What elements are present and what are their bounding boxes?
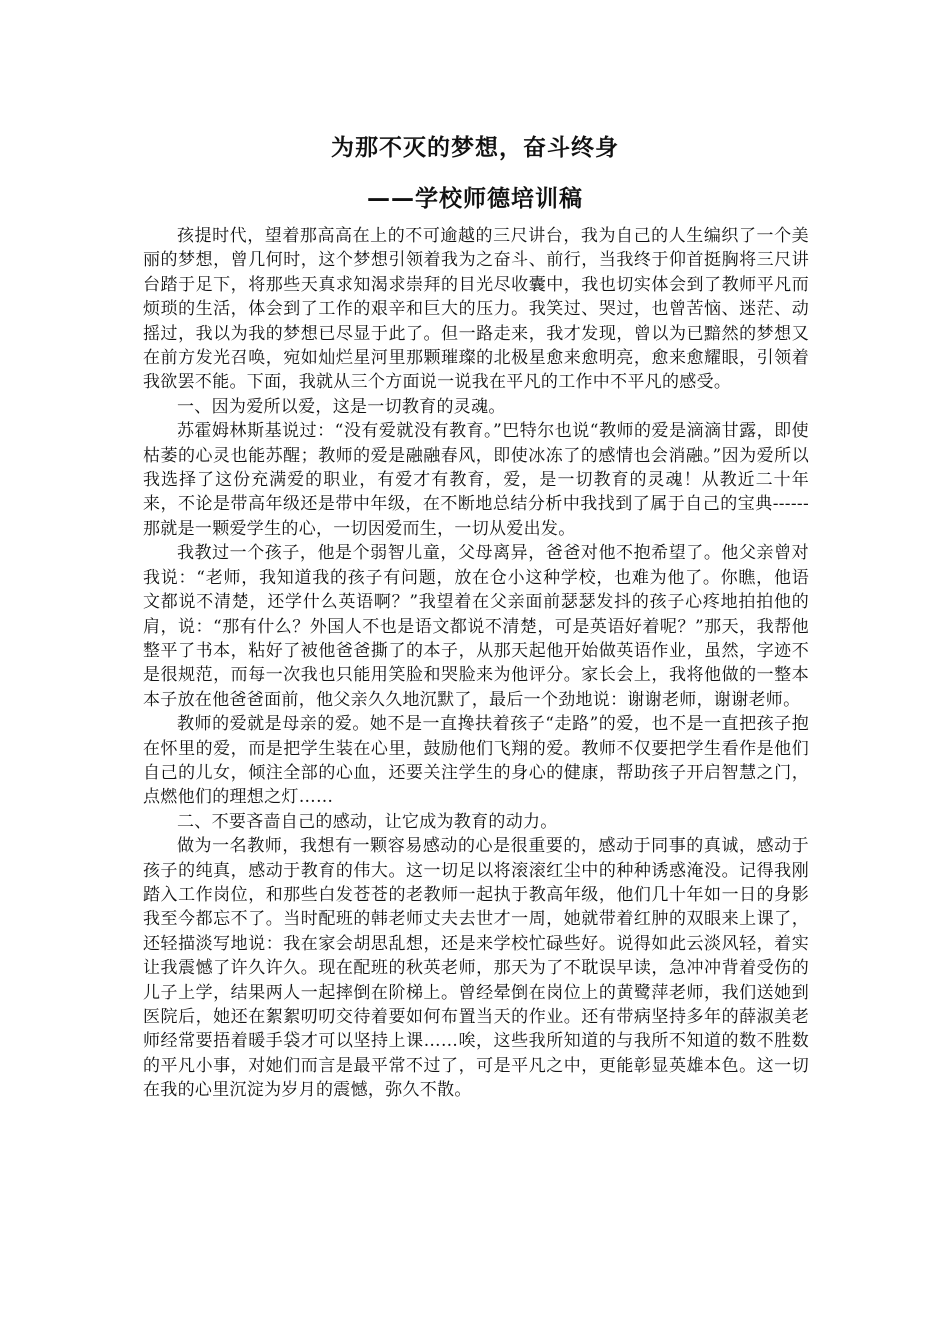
document-title: 为那不灭的梦想，奋斗终身	[331, 135, 619, 161]
section-heading-touched: 二、不要吝啬自己的感动，让它成为教育的动力。	[177, 811, 558, 832]
section-heading-love: 一、因为爱所以爱，这是一切教育的灵魂。	[177, 396, 506, 417]
paragraph-quote: 苏霍姆林斯基说过：“没有爱就没有教育。”巴特尔也说“教师的爱是滴滴甘露，即使枯萎的心灵也能苏醒；教师的爱是融融春风，即使冰冻了的感情也会消融。”因为爱所以我选择了这份充满爱的职业，有爱才有教育，爱，是一切教育的灵魂！从教近二十年来，不论是带高年级还是带中年级，在不断地总结分析中我找到了属于自己的宝典------那就是一颗爱学生的心，一切因爱而生，一切从爱出发。	[143, 421, 809, 539]
paragraph-colleagues: 做为一名教师，我想有一颗容易感动的心是很重要的，感动于同事的真诚，感动于孩子的纯真，感动于教育的伟大。这一切足以将滚滚红尘中的种种诱惑淹没。记得我刚踏入工作岗位，和那些白发苍苍的老教师一起执于教高年级，他们几十年如一日的身影我至今都忘不了。当时配班的韩老师丈夫去世才一周，她就带着红肿的双眼来上课了，还轻描淡写地说：我在家会胡思乱想，还是来学校忙碌些好。说得如此云淡风轻，着实让我震憾了许久许久。现在配班的秋英老师，那天为了不耽误早读，急冲冲背着受伤的儿子上学，结果两人一起摔倒在阶梯上。曾经晕倒在岗位上的黄鹭萍老师，我们送她到医院后，她还在絮絮叨叨交待着要如何布置当天的作业。还有带病坚持多年的薛淑美老师经常要捂着暖手袋才可以坚持上课……唉，这些我所知道的与我所不知道的数不胜数的平凡小事，对她们而言是最平常不过了，可是平凡之中，更能彰显英雄本色。这一切在我的心里沉淀为岁月的震憾，弥久不散。	[143, 836, 809, 1101]
document-subtitle: ——学校师德培训稿	[367, 186, 583, 212]
paragraph-intro: 孩提时代，望着那高高在上的不可逾越的三尺讲台，我为自己的人生编织了一个美丽的梦想，曾几何时，这个梦想引领着我为之奋斗、前行，当我终于仰首挺胸将三尺讲台踏于足下，将那些天真求知渴求崇拜的目光尽收囊中，我也切实体会到了教师平凡而烦琐的生活，体会到了工作的艰辛和巨大的压力。我笑过、哭过，也曾苦恼、迷茫、动摇过，我以为我的梦想已尽显于此了。但一路走来，我才发现，曾以为已黯然的梦想又在前方发光召唤，宛如灿烂星河里那颗璀璨的北极星愈来愈明亮，愈来愈耀眼，引领着我欲罢不能。下面，我就从三个方面说一说我在平凡的工作中不平凡的感受。	[143, 226, 809, 393]
document-body	[143, 224, 809, 1103]
paragraph-mother-love: 教师的爱就是母亲的爱。她不是一直搀扶着孩子“走路”的爱，也不是一直把孩子抱在怀里的爱，而是把学生装在心里，鼓励他们飞翔的爱。教师不仅要把学生看作是他们自己的儿女，倾注全部的心血，还要关注学生的身心的健康，帮助孩子开启智慧之门，点燃他们的理想之灯……	[143, 714, 809, 808]
paragraph-student-story: 我教过一个孩子，他是个弱智儿童，父母离异，爸爸对他不抱希望了。他父亲曾对我说：“老师，我知道我的孩子有问题，放在仓小这种学校，也难为他了。你瞧，他语文都说不清楚，还学什么英语啊？”我望着在父亲面前瑟瑟发抖的孩子心疼地拍拍他的肩，说：“那有什么？外国人不也是语文都说不清楚，可是英语好着呢？”那天，我帮他整平了书本，粘好了被他爸爸撕了的本子，从那天起他开始做英语作业，虽然，字迹不是很规范，而每一次我也只能用笑脸和哭脸来为他评分。家长会上，我将他做的一整本本子放在他爸爸面前，他父亲久久地沉默了，最后一个劲地说：谢谢老师，谢谢老师。	[143, 543, 809, 710]
